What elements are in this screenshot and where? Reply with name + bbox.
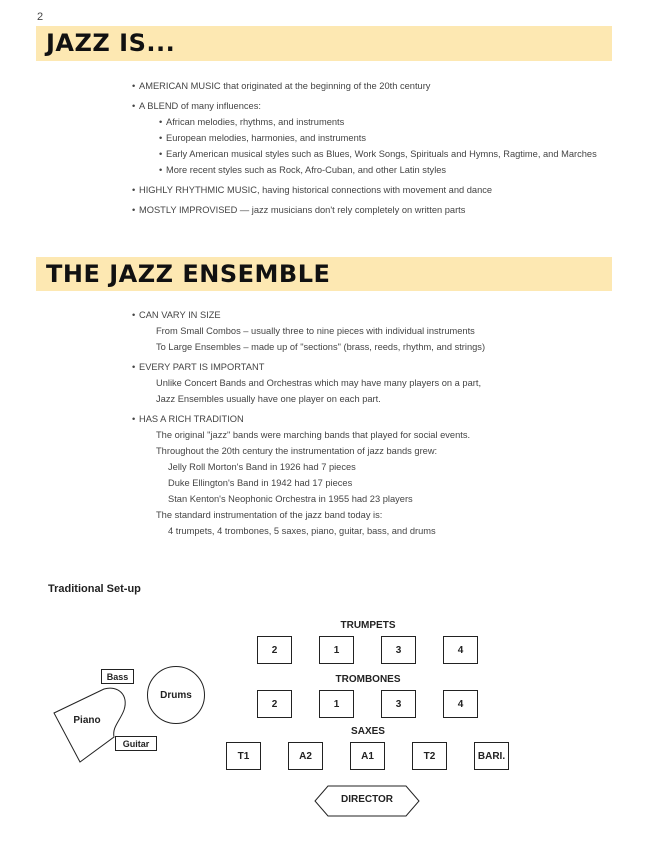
sax-seat: A1 [350,742,385,770]
list-line: The standard instrumentation of the jazz band today is: [156,510,383,520]
trombone-seat: 3 [381,690,416,718]
list-item: • European melodies, harmonies, and instruments [166,130,366,146]
list-line: Jazz Ensembles usually have one player on each part. [156,394,381,404]
section-title: JAZZ IS... [46,29,176,57]
trumpet-seat: 2 [257,636,292,664]
list-heading: • CAN VARY IN SIZE [139,307,221,323]
sax-seat: T1 [226,742,261,770]
list-heading: • EVERY PART IS IMPORTANT [139,359,264,375]
list-line: Stan Kenton's Neophonic Orchestra in 1955 had 23 players [168,494,413,504]
list-line: Unlike Concert Bands and Orchestras which may have many players on a part, [156,378,482,388]
guitar-box: Guitar [115,736,157,751]
list-line: Throughout the 20th century the instrumentation of jazz bands grew: [156,446,438,456]
list-line: Jelly Roll Morton's Band in 1926 had 7 pieces [168,462,356,472]
sax-seat: A2 [288,742,323,770]
list-line: The original "jazz" bands were marching bands that played for social events. [156,430,471,440]
list-item: • HIGHLY RHYTHMIC MUSIC, having historical connections with movement and dance [139,182,492,198]
trumpets-label: TRUMPETS [340,620,396,631]
section-title: THE JAZZ ENSEMBLE [46,260,331,288]
bass-box: Bass [101,669,134,684]
list-item: • AMERICAN MUSIC that originated at the beginning of the 20th century [139,78,430,94]
list-item: • Early American musical styles such as Blues, Work Songs, Spirituals and Hymns, Ragtime, and Marches [166,146,597,162]
director-label: DIRECTOR [340,794,394,805]
page-number: 2 [37,11,44,23]
list-line: Duke Ellington's Band in 1942 had 17 pieces [168,478,353,488]
drums-label: Drums [160,690,192,701]
list-line: From Small Combos – usually three to nine pieces with individual instruments [156,326,475,336]
trumpet-seat: 4 [443,636,478,664]
sax-seat: BARI. [474,742,509,770]
section-banner-jazz-is [36,26,612,61]
trumpet-seat: 3 [381,636,416,664]
list-heading: • HAS A RICH TRADITION [139,411,244,427]
list-item: • African melodies, rhythms, and instruments [166,114,344,130]
trombone-seat: 2 [257,690,292,718]
trombone-seat: 4 [443,690,478,718]
piano-label: Piano [73,715,101,726]
list-item: • MOSTLY IMPROVISED — jazz musicians don't rely completely on written parts [139,202,465,218]
setup-title: Traditional Set-up [48,583,141,595]
trombones-label: TROMBONES [335,674,401,685]
trombone-seat: 1 [319,690,354,718]
saxes-label: SAXES [351,726,385,737]
trumpet-seat: 1 [319,636,354,664]
list-item: • More recent styles such as Rock, Afro-Cuban, and other Latin styles [166,162,446,178]
sax-seat: T2 [412,742,447,770]
list-item: • A BLEND of many influences: [139,98,261,114]
list-line: 4 trumpets, 4 trombones, 5 saxes, piano, guitar, bass, and drums [168,526,436,536]
section-banner-jazz-ensemble [36,257,612,291]
list-line: To Large Ensembles – made up of "sections" (brass, reeds, rhythm, and strings) [156,342,486,352]
